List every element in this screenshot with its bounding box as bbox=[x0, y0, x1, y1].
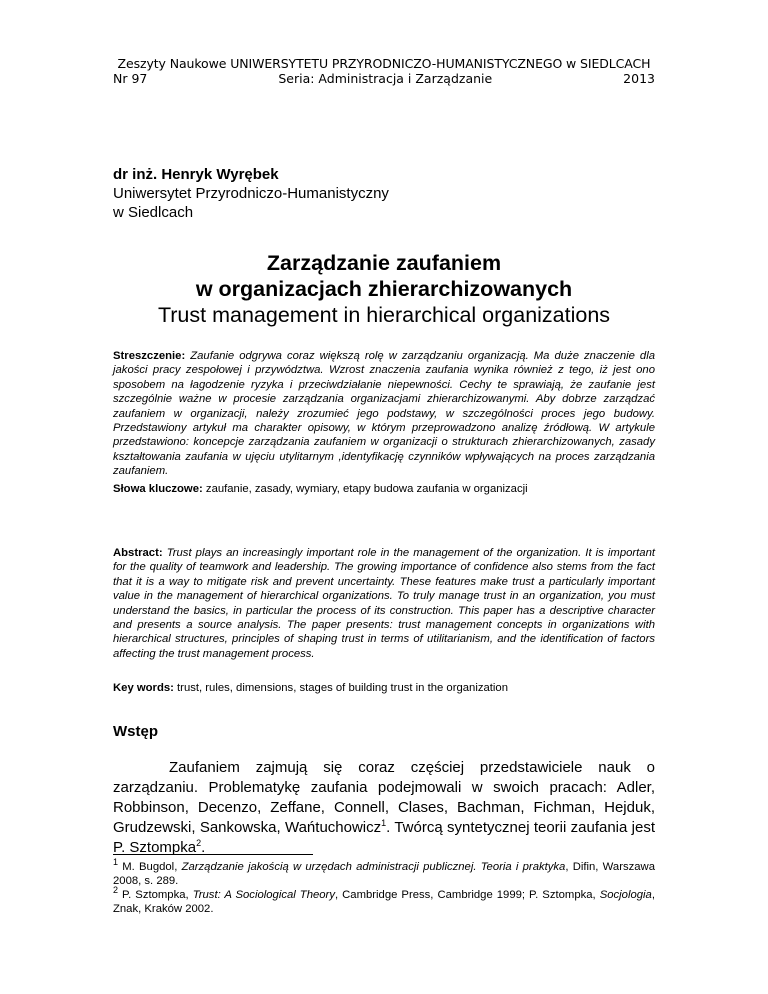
footnote-2-title: Trust: A Sociological Theory bbox=[192, 889, 335, 901]
intro-text-part2: . Twórcą syntetycznej teorii zaufania jest P. Sztompka bbox=[113, 819, 655, 856]
issue-number: Nr 97 bbox=[113, 71, 148, 86]
author-affiliation-line2: w Siedlcach bbox=[113, 204, 194, 221]
key-words-paragraph bbox=[113, 681, 655, 695]
streszczenie-label: Streszczenie: bbox=[113, 350, 186, 362]
author-name: dr inż. Henryk Wyrębek bbox=[113, 166, 279, 183]
footnote-ref-2[interactable]: 2 bbox=[196, 838, 202, 848]
abstract-paragraph bbox=[113, 546, 655, 661]
footnote-separator bbox=[113, 854, 313, 855]
footnote-2 bbox=[113, 885, 655, 916]
slowa-kluczowe-text: zaufanie, zasady, wymiary, etapy budowa zaufania w organizacji bbox=[205, 483, 528, 495]
key-words-label: Key words: bbox=[113, 682, 174, 694]
abstract-label: Abstract: bbox=[113, 547, 163, 559]
title-polish-line2: w organizacjach zhierarchizowanych bbox=[195, 277, 573, 301]
footnote-2-title2: Socjologia bbox=[599, 889, 652, 901]
streszczenie-text: Zaufanie odgrywa coraz większą rolę w zarządzaniu organizacją. Ma duże znaczenie dla jakości pracy zespołowej i przywództwa. Wzrost znaczenia zaufania wynika również z tego, iż jest ono sposobem na łagodzenie ryzyka i przeciwdziałanie niepewności. Cechy te sprawiają, że zaufanie jest szczególnie ważne w procesie zarządzania organizacjami zhierarchizowanymi. Aby dobrze zarządzać zaufaniem w organizacji, należy zrozumieć jego podstawy, w szczególności proces jego budowy. Przedstawiony artykuł ma charakter opisowy, w którym przeprowadzono analizę źródłową. W artykule przedstawiono: koncepcje zarządzania zaufaniem w organizacji o strukturach zhierarchizowanych, zasady kształtowania zaufania w ujęciu utylitarnym ,identyfikację czynników wpływających na proces zarządzania zaufaniem. bbox=[113, 350, 655, 478]
footnote-1-title: Zarządzanie jakością w urzędach administracji publicznej. Teoria i praktyka bbox=[181, 861, 566, 873]
section-heading-wstep: Wstęp bbox=[113, 723, 158, 740]
footnote-2-author: P. Sztompka, bbox=[118, 889, 193, 901]
series-name: Seria: Administracja i Zarządzanie bbox=[278, 71, 493, 86]
intro-text-part1: Zaufaniem zajmują się coraz częściej przedstawiciele nauk o zarządzaniu. Problematykę zaufania podejmowali w swoich pracach: Adler, Robbinson, Decenzo, Zeffane, Connell, Clases, Bachman, Fichman, Hejduk, Grudzewski, Sankowska, Wańtuchowicz bbox=[113, 759, 655, 836]
footnotes bbox=[113, 857, 655, 916]
abstract-text: Trust plays an increasingly important role in the management of the organization. It is important for the quality of teamwork and leadership. The growing importance of confidence also stems from the fact that it is a way to mitigate risk and prevent uncertainty. These features make trust a particularly important value in the management of hierarchical organizations. To truly manage trust in an organization, you must understand the basics, in particular the process of its construction. This paper has a descriptive character and presents a source analysis. The paper presents: trust management concepts in organizations with hierarchical structures, principles of shaping trust in terms of utilitarianism, and the identification of factors affecting the trust management process. bbox=[113, 547, 655, 660]
intro-paragraph bbox=[113, 758, 655, 858]
footnote-2-mid: , Cambridge Press, Cambridge 1999; P. Sztompka, bbox=[334, 889, 600, 901]
author-block bbox=[113, 165, 389, 222]
journal-name: Zeszyty Naukowe UNIWERSYTETU PRZYRODNICZO-HUMANISTYCZNEGO w SIEDLCACH bbox=[117, 56, 651, 71]
running-header bbox=[113, 56, 655, 86]
streszczenie-paragraph bbox=[113, 349, 655, 479]
slowa-kluczowe-label: Słowa kluczowe: bbox=[113, 483, 203, 495]
title-polish-line1: Zarządzanie zaufaniem bbox=[266, 251, 502, 275]
footnote-1-author: M. Bugdol, bbox=[118, 861, 182, 873]
footnote-ref-1[interactable]: 1 bbox=[381, 818, 387, 828]
publication-year: 2013 bbox=[623, 71, 655, 86]
footnote-2-number: 2 bbox=[113, 885, 119, 896]
slowa-kluczowe-paragraph bbox=[113, 482, 655, 496]
key-words-text: trust, rules, dimensions, stages of building trust in the organization bbox=[177, 682, 508, 694]
footnote-1-number: 1 bbox=[113, 857, 119, 868]
intro-text-part3: . bbox=[201, 839, 206, 856]
article-title bbox=[113, 250, 655, 328]
author-affiliation-line1: Uniwersytet Przyrodniczo-Humanistyczny bbox=[113, 185, 389, 202]
header-second-line bbox=[113, 71, 655, 86]
title-english: Trust management in hierarchical organizations bbox=[157, 303, 611, 327]
footnote-2-rest: , Znak, Kraków 2002. bbox=[113, 889, 655, 915]
footnote-1-rest: , Difin, Warszawa 2008, s. 289. bbox=[113, 861, 655, 887]
footnote-1 bbox=[113, 857, 655, 888]
